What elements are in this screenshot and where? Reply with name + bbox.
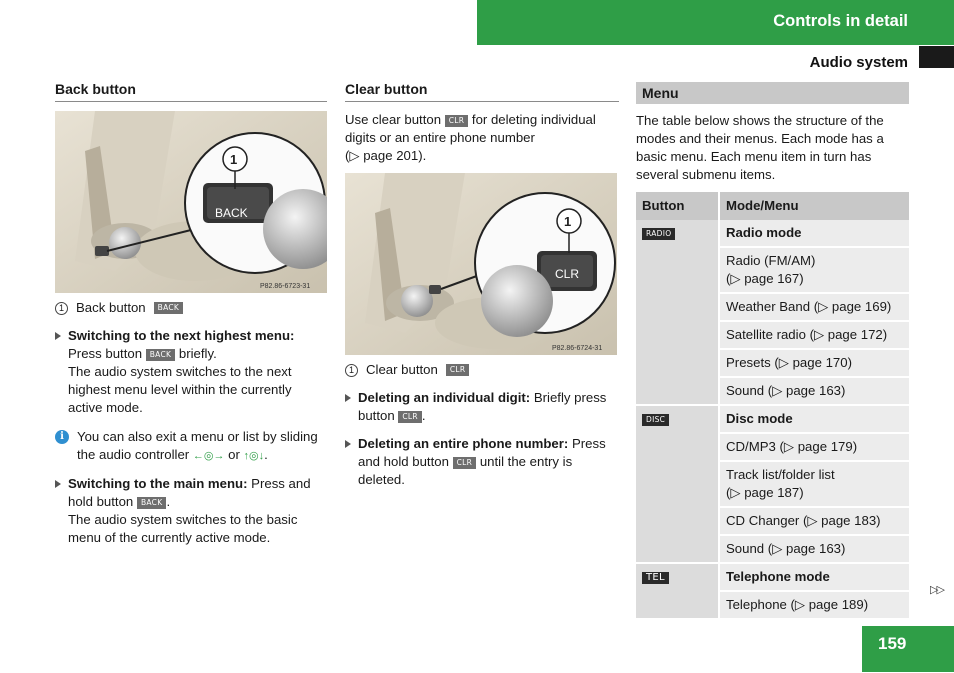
caption-number: 1 [345,364,358,377]
menu-item: Telephone (▷ page 189) [718,592,909,620]
menu-heading: Menu [636,82,909,104]
chapter-tab [919,46,954,68]
page-reference: (▷ page 201). [345,148,427,163]
photo-back-label: BACK [215,206,248,220]
tel-key-icon: TEL [642,572,669,584]
step-text: Press and hold button [68,476,311,509]
caption-text: Clear button [366,362,438,377]
photo-callout-1: 1 [230,152,238,167]
menu-item: CD Changer (▷ page 183) [718,508,909,536]
step-title: Switching to the next highest menu: [68,328,295,343]
menu-item: Weather Band (▷ page 169) [718,294,909,322]
radio-key-icon: RADIO [642,228,675,240]
photo-caption [345,361,619,379]
page-section-title: Controls in detail [773,12,908,30]
intro-text: for deleting individual digits or an entire phone number [345,112,596,145]
disc-button-cell [636,406,718,564]
menu-item: CD/MP3 (▷ page 179) [718,434,909,462]
caption-number: 1 [55,302,68,315]
back-button-heading: Back button [55,80,327,102]
photo-clr-label: CLR [555,267,580,281]
menu-intro: The table below shows the structure of the modes and their menus. Each mode has a basic menu. Each menu item in turn has several submenu items. [636,113,884,182]
menu-item: Satellite radio (▷ page 172) [718,322,909,350]
step-title: Deleting an individual digit: [358,390,531,405]
step-arrow-icon [345,440,351,448]
step-arrow-icon [55,480,61,488]
info-icon: i [55,430,69,444]
info-note: i You can also exit a menu or list by sliding the audio controller ←◎→ or ↑◎↓. [55,428,327,465]
step-delete-digit: Deleting an individual digit: Briefly press button CLR . [345,389,619,425]
clear-button-section [345,80,619,489]
photo-code: P82.86-6724-31 [552,345,603,352]
caption-text: Back button [76,300,146,315]
page-subtitle: Audio system [809,54,908,71]
column-header-mode: Mode/Menu [718,192,909,220]
photo-caption [55,299,327,317]
menu-section [636,80,909,620]
back-key-icon: BACK [146,349,176,361]
radio-mode-cell: Radio mode [718,220,909,248]
step-title: Switching to the main menu: [68,476,248,491]
page-number-box [862,626,954,672]
clr-key-icon: CLR [453,457,477,469]
menu-item: Sound (▷ page 163) [718,536,909,564]
back-key-icon: BACK [137,497,167,509]
step-text: Briefly press button [358,390,607,423]
step-text: Press and hold button [358,436,606,469]
info-text: You can also exit a menu or list by sliding the audio controller [77,429,318,462]
radio-button-cell [636,220,718,406]
step-arrow-icon [345,394,351,402]
step-main-menu: Switching to the main menu: Press and hold button BACK . The audio system switches to the basic menu of the currently active mode. [55,475,327,547]
tel-button-cell [636,564,718,620]
step-paragraph: The audio system switches to the next highest menu level within the currently active mode. [68,364,292,415]
step-text: until the entry is deleted. [358,454,573,487]
slide-up-down-icon: ↑◎↓ [243,450,265,462]
disc-mode-cell: Disc mode [718,406,909,434]
clr-key-icon: CLR [398,411,422,423]
menu-item: Track list/folder list (▷ page 187) [718,462,909,508]
table-row [636,564,909,592]
step-arrow-icon [55,332,61,340]
menu-item: Radio (FM/AM) (▷ page 167) [718,248,909,294]
clr-key-icon: CLR [446,364,470,376]
step-text: Press button [68,346,143,361]
step-paragraph: The audio system switches to the basic menu of the currently active mode. [68,512,298,545]
clear-intro [345,111,619,165]
disc-key-icon: DISC [642,414,669,426]
back-button-photo [55,111,327,293]
clear-button-photo [345,173,617,355]
clr-key-icon: CLR [445,115,469,127]
step-next-highest-menu [55,327,327,417]
photo-code: P82.86-6723-31 [260,283,311,290]
slide-left-right-icon: ←◎→ [192,450,225,462]
menu-item: Sound (▷ page 163) [718,378,909,406]
back-button-section [55,80,327,547]
continued-arrow-icon: ▷▷ [930,584,943,596]
menu-item: Presets (▷ page 170) [718,350,909,378]
info-text: or [228,447,240,462]
table-row [636,406,909,434]
back-key-icon: BACK [154,302,184,314]
clear-button-heading: Clear button [345,80,619,102]
menu-structure-table [636,192,909,620]
intro-text: Use clear button [345,112,442,127]
step-text: briefly. [178,346,217,361]
tel-mode-cell: Telephone mode [718,564,909,592]
table-row [636,220,909,248]
step-delete-number [345,435,619,489]
page-number: 159 [878,634,907,653]
step-title: Deleting an entire phone number: [358,436,569,451]
photo-callout-1: 1 [564,214,572,229]
column-header-button: Button [636,192,718,220]
